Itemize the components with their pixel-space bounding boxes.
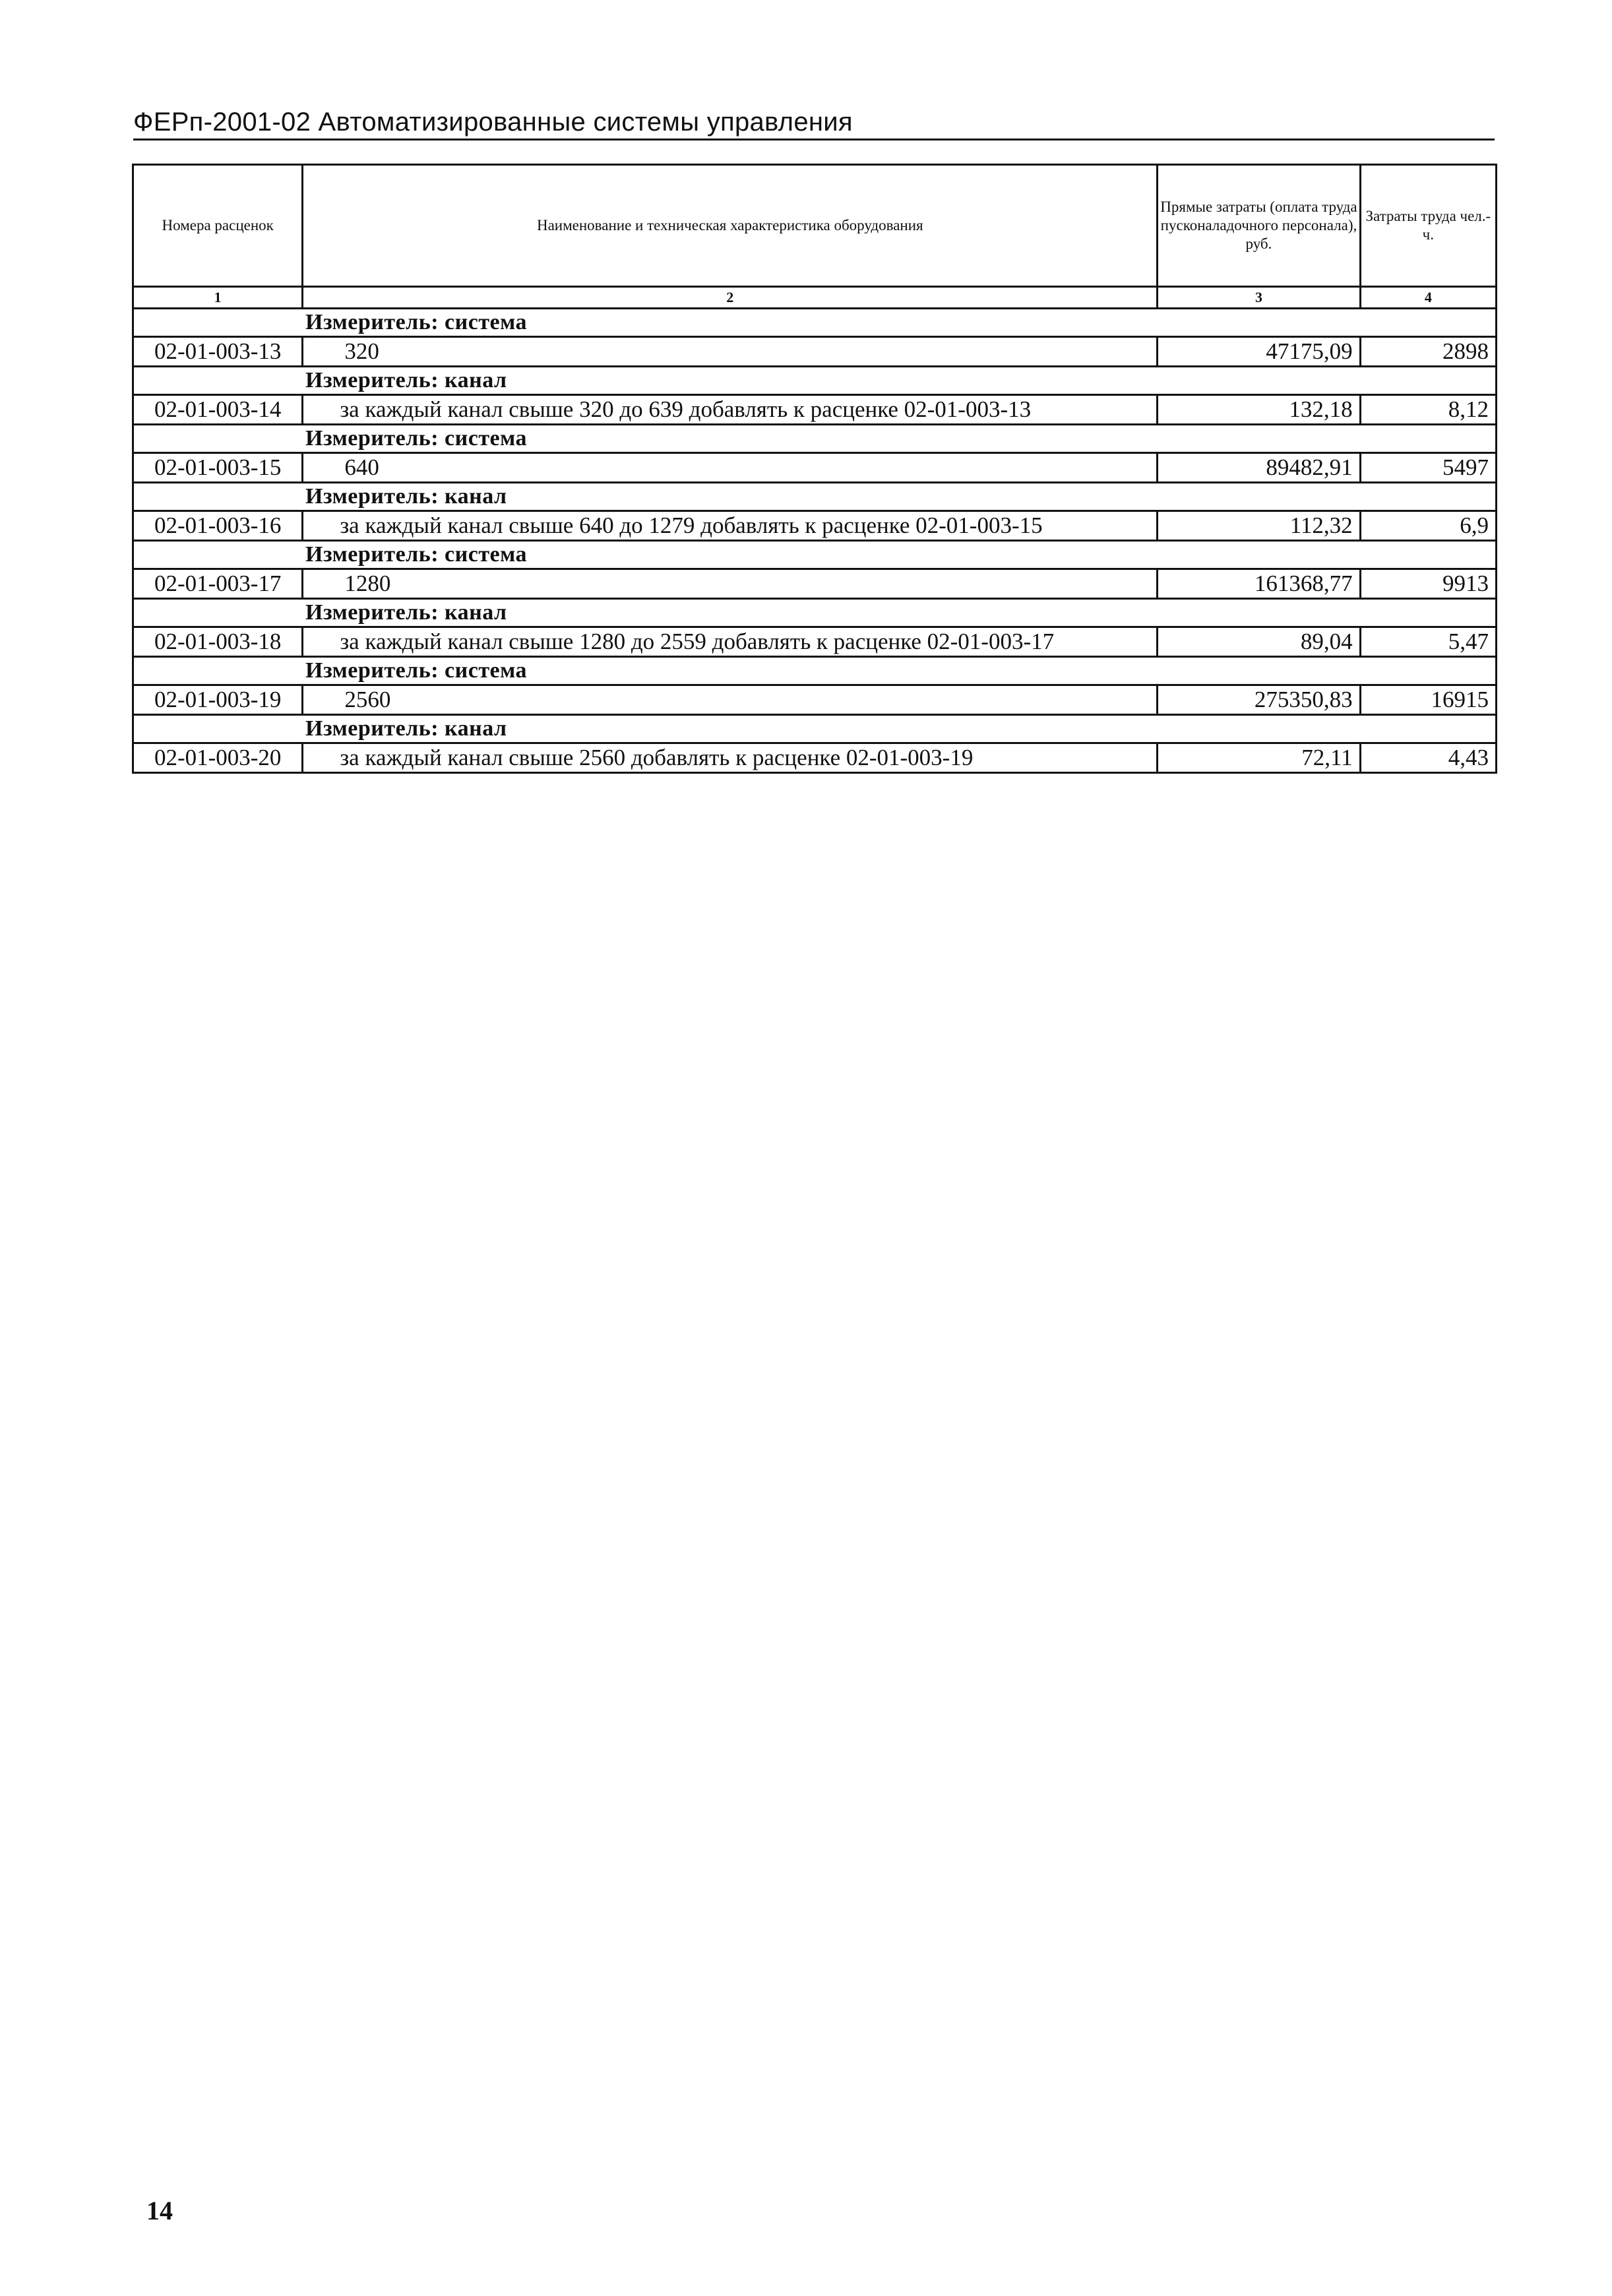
- direct-cost-cell: 89482,91: [1158, 453, 1360, 483]
- unit-label: Измеритель: канал: [133, 715, 1497, 743]
- labor-cost-cell: 5497: [1360, 453, 1496, 483]
- rate-code-cell: 02-01-003-19: [133, 685, 303, 715]
- table-row: [133, 743, 1497, 773]
- table-row: [133, 569, 1497, 599]
- unit-label: Измеритель: система: [133, 309, 1497, 337]
- labor-cost-cell: 8,12: [1360, 395, 1496, 425]
- unit-label: Измеритель: система: [133, 425, 1497, 453]
- rate-code-cell: 02-01-003-20: [133, 743, 303, 773]
- unit-row: [133, 715, 1497, 743]
- rate-code-cell: 02-01-003-17: [133, 569, 303, 599]
- labor-cost-cell: 2898: [1360, 337, 1496, 367]
- direct-cost-cell: 161368,77: [1158, 569, 1360, 599]
- equipment-name-cell: за каждый канал свыше 320 до 639 добавлять к расценке 02-01-003-13: [303, 395, 1158, 425]
- page-header-title: ФЕРп-2001-02 Автоматизированные системы управления: [133, 107, 1495, 140]
- equipment-name-cell: за каждый канал свыше 2560 добавлять к расценке 02-01-003-19: [303, 743, 1158, 773]
- unit-row: [133, 483, 1497, 511]
- labor-cost-cell: 4,43: [1360, 743, 1496, 773]
- rate-code-cell: 02-01-003-14: [133, 395, 303, 425]
- direct-cost-cell: 112,32: [1158, 511, 1360, 541]
- column-number-2: 2: [303, 287, 1158, 309]
- unit-label: Измеритель: канал: [133, 483, 1497, 511]
- column-number-3: 3: [1158, 287, 1360, 309]
- unit-label: Измеритель: канал: [133, 367, 1497, 395]
- column-header-name: Наименование и техническая характеристика оборудования: [303, 165, 1158, 287]
- rates-table: [132, 164, 1497, 774]
- equipment-name-cell: за каждый канал свыше 1280 до 2559 добавлять к расценке 02-01-003-17: [303, 627, 1158, 657]
- direct-cost-cell: 275350,83: [1158, 685, 1360, 715]
- unit-row: [133, 425, 1497, 453]
- unit-row: [133, 541, 1497, 569]
- table-row: [133, 337, 1497, 367]
- column-header-labor: Затраты труда чел.-ч.: [1360, 165, 1496, 287]
- rate-code-cell: 02-01-003-13: [133, 337, 303, 367]
- rate-code-cell: 02-01-003-18: [133, 627, 303, 657]
- labor-cost-cell: 9913: [1360, 569, 1496, 599]
- table-row: [133, 395, 1497, 425]
- labor-cost-cell: 5,47: [1360, 627, 1496, 657]
- equipment-name-cell: 640: [303, 453, 1158, 483]
- column-number-row: [133, 287, 1497, 309]
- rate-code-cell: 02-01-003-16: [133, 511, 303, 541]
- direct-cost-cell: 132,18: [1158, 395, 1360, 425]
- direct-cost-cell: 72,11: [1158, 743, 1360, 773]
- table-row: [133, 627, 1497, 657]
- column-header-code: Номера расценок: [133, 165, 303, 287]
- unit-row: [133, 657, 1497, 685]
- equipment-name-cell: 2560: [303, 685, 1158, 715]
- unit-row: [133, 367, 1497, 395]
- unit-row: [133, 309, 1497, 337]
- labor-cost-cell: 6,9: [1360, 511, 1496, 541]
- table-row: [133, 453, 1497, 483]
- equipment-name-cell: 1280: [303, 569, 1158, 599]
- labor-cost-cell: 16915: [1360, 685, 1496, 715]
- column-number-4: 4: [1360, 287, 1496, 309]
- rates-table-body: [133, 165, 1497, 773]
- table-row: [133, 685, 1497, 715]
- column-header-cost: Прямые затраты (оплата труда пусконаладочного персонала), руб.: [1158, 165, 1360, 287]
- direct-cost-cell: 47175,09: [1158, 337, 1360, 367]
- rate-code-cell: 02-01-003-15: [133, 453, 303, 483]
- page-number: 14: [146, 2196, 173, 2225]
- unit-label: Измеритель: система: [133, 657, 1497, 685]
- table-header-row: [133, 165, 1497, 287]
- unit-label: Измеритель: канал: [133, 599, 1497, 627]
- unit-row: [133, 599, 1497, 627]
- direct-cost-cell: 89,04: [1158, 627, 1360, 657]
- column-number-1: 1: [133, 287, 303, 309]
- table-row: [133, 511, 1497, 541]
- equipment-name-cell: за каждый канал свыше 640 до 1279 добавлять к расценке 02-01-003-15: [303, 511, 1158, 541]
- equipment-name-cell: 320: [303, 337, 1158, 367]
- unit-label: Измеритель: система: [133, 541, 1497, 569]
